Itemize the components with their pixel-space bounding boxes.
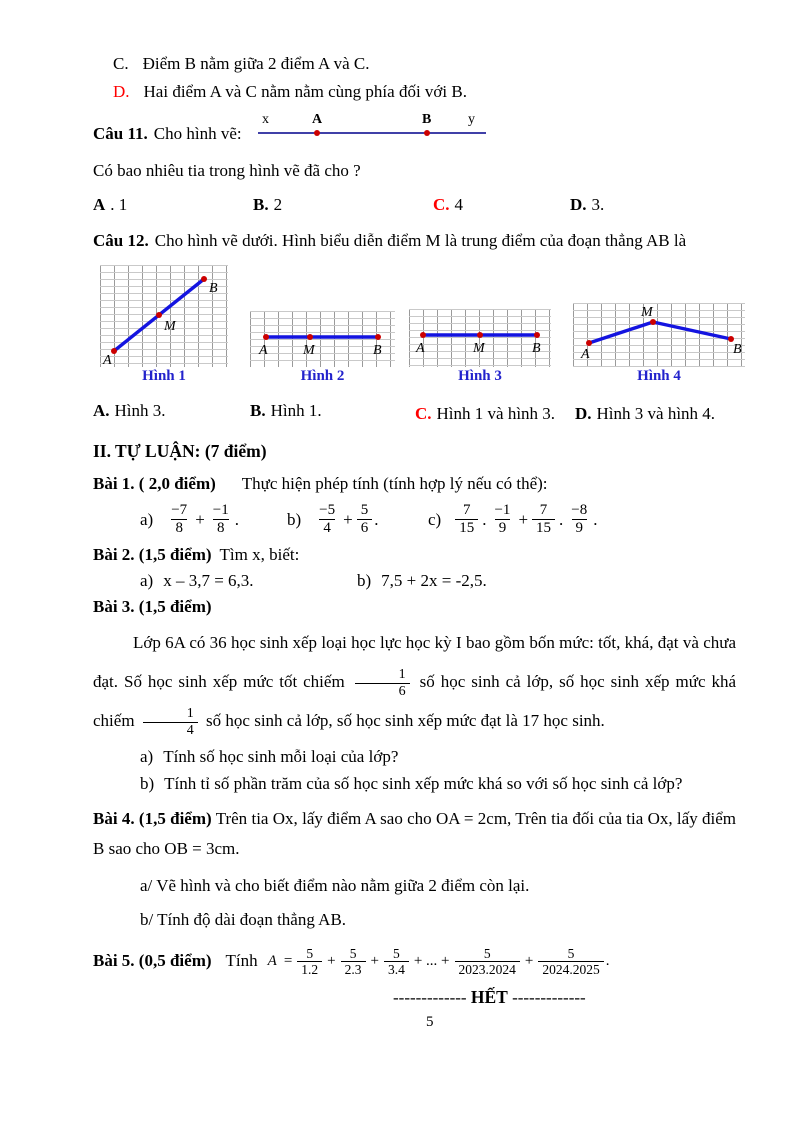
option-letter: C. bbox=[113, 54, 129, 73]
option-c bbox=[433, 195, 570, 215]
figure-grid bbox=[409, 309, 551, 367]
equation-text: x – 3,7 = 6,3. bbox=[163, 570, 254, 590]
exercise-5-label: Bài 5. (0,5 điểm) bbox=[93, 951, 212, 971]
segment-diagonal-figure bbox=[100, 265, 228, 367]
plus-operator: + bbox=[195, 509, 205, 529]
paragraph-text: Lớp 6A có 36 học sinh xếp loại học lực học kỳ I bao gồm bốn mức: tốt, khá, đạt và chưa đạt. Số học sinh xếp mức tốt chiếm bbox=[93, 632, 736, 692]
item-letter: b) bbox=[357, 570, 372, 590]
series-formula bbox=[268, 946, 610, 977]
equation-text: 7,5 + 2x = -2,5. bbox=[381, 570, 487, 590]
label-m: M bbox=[303, 343, 315, 358]
figure-caption: Hình 3 bbox=[458, 368, 502, 384]
option-letter: A bbox=[93, 195, 106, 214]
answer-option-c bbox=[113, 54, 736, 74]
segment-line-mb bbox=[653, 322, 731, 339]
item-letter: b) bbox=[287, 509, 302, 529]
fraction: $\frac{5}{2023.2024}$ bbox=[455, 946, 520, 977]
ray-label-b: B bbox=[421, 112, 431, 127]
point-b-dot bbox=[201, 276, 207, 282]
fraction: $\frac{7}{15}$ bbox=[532, 502, 555, 537]
page-number: 5 bbox=[426, 1013, 434, 1030]
question-11 bbox=[93, 112, 736, 151]
point-m-dot bbox=[477, 332, 483, 338]
option-text: Điểm B nằm giữa 2 điểm A và C. bbox=[142, 54, 370, 73]
figure-caption: Hình 1 bbox=[142, 368, 186, 384]
option-d bbox=[570, 195, 604, 215]
item-text: Tính tỉ số phần trăm của số học sinh xếp mức khá so với số học sinh cả lớp? bbox=[164, 774, 683, 794]
segment-horizontal-figure bbox=[409, 309, 551, 367]
section-2-title: II. TỰ LUẬN: (7 điểm) bbox=[93, 441, 267, 462]
figure-caption: Hình 2 bbox=[300, 368, 345, 384]
point-m-dot bbox=[307, 334, 313, 340]
fraction: $\frac{5}{2024.2025}$ bbox=[538, 946, 603, 977]
point-a-dot bbox=[263, 334, 269, 340]
plus-operator: + bbox=[370, 952, 379, 969]
fraction: $\frac{5}{1.2}$ bbox=[297, 946, 322, 977]
figure-hinh-3 bbox=[409, 309, 551, 385]
exercise-3-item-a bbox=[140, 747, 736, 767]
equation-a bbox=[140, 571, 357, 591]
multiply-operator: . bbox=[559, 509, 564, 529]
segment-horizontal-figure bbox=[250, 311, 395, 367]
figure-grid bbox=[573, 303, 745, 367]
exercise-3 bbox=[93, 597, 736, 617]
option-letter: D. bbox=[570, 195, 587, 214]
option-text: 2 bbox=[273, 195, 283, 214]
exercise-1-expressions bbox=[140, 502, 736, 537]
fraction: $\frac{-1}{9}$ bbox=[494, 502, 511, 537]
question-12-label: Câu 12. bbox=[93, 231, 149, 250]
option-a: A . 1 bbox=[93, 195, 128, 214]
exercise-3-paragraph bbox=[93, 623, 736, 740]
figure-grid bbox=[250, 311, 395, 367]
dash-right: ------------- bbox=[512, 987, 586, 1007]
option-b bbox=[250, 401, 415, 427]
fraction: $\frac{-8}{9}$ bbox=[571, 502, 588, 537]
exercise-4-text: Trên tia Ox, lấy điểm A sao cho OA = 2cm, Trên tia đối của tia Ox, lấy điểm B sao cho OB = 3cm. bbox=[93, 809, 736, 858]
label-a: A bbox=[416, 341, 425, 356]
option-letter: C. bbox=[415, 404, 432, 423]
fraction: $\frac{-5}{4}$ bbox=[319, 502, 336, 537]
option-text: Hình 3 và hình 4. bbox=[596, 404, 716, 423]
ray-label-a: A bbox=[311, 112, 322, 127]
expression-c bbox=[428, 502, 598, 537]
label-b: B bbox=[532, 341, 541, 356]
ellipsis-operator: + ... + bbox=[413, 952, 450, 969]
plus-operator: + bbox=[518, 509, 529, 529]
exercise-1 bbox=[93, 474, 736, 494]
item-letter: a) bbox=[140, 747, 154, 767]
item-letter: a) bbox=[140, 509, 154, 529]
multiply-operator: . bbox=[482, 509, 487, 529]
end-marker bbox=[393, 987, 736, 1008]
equation-b bbox=[357, 571, 487, 591]
option-text: 4 bbox=[454, 195, 464, 214]
exercise-4-item-b: b/ Tính độ dài đoạn thẳng AB. bbox=[140, 909, 347, 929]
end-label: HẾT bbox=[470, 986, 508, 1007]
point-b-dot bbox=[375, 334, 381, 340]
exercise-2-equations bbox=[140, 571, 736, 591]
item-text: Tính số học sinh mỗi loại của lớp? bbox=[163, 747, 399, 767]
label-a: A bbox=[103, 353, 112, 367]
option-letter: C. bbox=[433, 195, 450, 214]
option-letter: D. bbox=[575, 404, 592, 423]
period: . bbox=[605, 952, 610, 969]
exercise-5-task: Tính bbox=[225, 951, 258, 971]
fraction: $\frac{-1}{8}$ bbox=[212, 502, 229, 537]
figure-grid bbox=[100, 265, 228, 367]
point-a-dot bbox=[314, 130, 320, 136]
label-m: M bbox=[473, 341, 485, 356]
item-letter: c) bbox=[428, 509, 442, 529]
dash-left: ------------- bbox=[393, 987, 467, 1007]
question-11-options bbox=[93, 195, 736, 215]
label-a: A bbox=[581, 347, 590, 362]
option-d bbox=[575, 401, 725, 427]
option-text: Hình 1 và hình 3. bbox=[436, 404, 556, 423]
variable-a: A bbox=[267, 952, 277, 969]
label-b: B bbox=[733, 342, 742, 357]
exercise-3-label: Bài 3. (1,5 điểm) bbox=[93, 596, 212, 616]
figure-hinh-1 bbox=[100, 265, 228, 385]
period: . bbox=[374, 509, 379, 529]
label-b: B bbox=[209, 281, 218, 296]
plus-operator: + bbox=[524, 952, 534, 969]
exercise-1-task: Thực hiện phép tính (tính hợp lý nếu có thể): bbox=[241, 474, 548, 494]
fraction: $\frac{7}{15}$ bbox=[455, 502, 478, 537]
label-a: A bbox=[259, 343, 268, 358]
period: . bbox=[234, 509, 239, 529]
question-12-options bbox=[93, 401, 736, 427]
item-letter: a) bbox=[140, 570, 154, 590]
period: . bbox=[593, 509, 598, 529]
option-text: Hình 3. bbox=[114, 401, 166, 420]
question-12-text: Cho hình vẽ dưới. Hình biểu diễn điểm M là trung điểm của đoạn thẳng AB là bbox=[154, 231, 687, 250]
label-m: M bbox=[164, 319, 176, 334]
answer-option-d bbox=[113, 82, 736, 102]
ray-label-x: x bbox=[261, 112, 269, 127]
equals-sign: = bbox=[283, 952, 293, 969]
option-c bbox=[415, 401, 563, 427]
figure-caption: Hình 4 bbox=[637, 368, 681, 384]
option-a bbox=[93, 401, 250, 427]
fraction: $\frac{5}{3.4}$ bbox=[384, 946, 409, 977]
exercise-2 bbox=[93, 545, 736, 565]
point-a-dot bbox=[111, 348, 117, 354]
paragraph-text: số học sinh cả lớp, số học sinh xếp mức khá chiếm bbox=[93, 672, 737, 731]
item-letter: b) bbox=[140, 774, 155, 794]
option-letter: D. bbox=[113, 82, 130, 101]
question-11-intro: Cho hình vẽ: bbox=[153, 124, 242, 143]
point-b-dot bbox=[534, 332, 540, 338]
option-text: Hình 1. bbox=[270, 401, 322, 420]
segment-line-am bbox=[589, 322, 653, 343]
option-b bbox=[253, 195, 433, 215]
question-12-figures bbox=[100, 265, 742, 385]
exercise-4-label: Bài 4. (1,5 điểm) bbox=[93, 809, 212, 829]
label-b: B bbox=[373, 343, 382, 358]
exercise-4-item-a: a/ Vẽ hình và cho biết điểm nào nằm giữa 2 điểm còn lại. bbox=[140, 875, 530, 895]
exercise-2-label: Bài 2. (1,5 điểm) bbox=[93, 544, 212, 564]
option-text: 3. bbox=[591, 195, 605, 214]
ray-figure bbox=[256, 110, 488, 146]
exercise-2-task: Tìm x, biết: bbox=[219, 544, 300, 564]
paragraph-text: số học sinh cả lớp, số học sinh xếp mức đạt là 17 học sinh. bbox=[206, 711, 605, 731]
exercise-3-item-b bbox=[140, 774, 736, 794]
question-11-label: Câu 11. bbox=[93, 124, 148, 143]
point-a-dot bbox=[586, 340, 592, 346]
fraction: $\frac{-7}{8}$ bbox=[171, 502, 188, 537]
expression-b bbox=[287, 502, 428, 537]
expression-a bbox=[140, 502, 287, 537]
ray-label-y: y bbox=[467, 112, 475, 127]
figure-hinh-4 bbox=[573, 303, 745, 385]
plus-operator: + bbox=[343, 509, 353, 529]
exercise-1-label: Bài 1. ( 2,0 điểm) bbox=[93, 474, 216, 494]
question-11-text: Có bao nhiêu tia trong hình vẽ đã cho ? bbox=[93, 161, 361, 180]
exercise-4 bbox=[93, 804, 736, 864]
fraction: $\frac{1}{4}$ bbox=[143, 706, 198, 738]
option-letter: A. bbox=[93, 401, 110, 420]
option-letter: B. bbox=[250, 401, 266, 420]
fraction: $\frac{5}{6}$ bbox=[357, 502, 373, 537]
option-letter: B. bbox=[253, 195, 269, 214]
point-a-dot bbox=[420, 332, 426, 338]
fraction: $\frac{1}{6}$ bbox=[355, 667, 410, 699]
fraction: $\frac{5}{2.3}$ bbox=[341, 946, 366, 977]
option-text: Hai điểm A và C nằm nằm cùng phía đối với B. bbox=[143, 82, 467, 101]
point-b-dot bbox=[424, 130, 430, 136]
question-11-figure bbox=[256, 110, 488, 151]
exercise-5 bbox=[93, 946, 736, 977]
option-text: 1 bbox=[118, 195, 128, 214]
label-m: M bbox=[641, 305, 653, 320]
figure-hinh-2 bbox=[250, 311, 395, 385]
plus-operator: + bbox=[327, 952, 336, 969]
point-m-dot bbox=[156, 312, 162, 318]
segment-bent-figure bbox=[573, 303, 745, 367]
question-12 bbox=[93, 231, 736, 251]
